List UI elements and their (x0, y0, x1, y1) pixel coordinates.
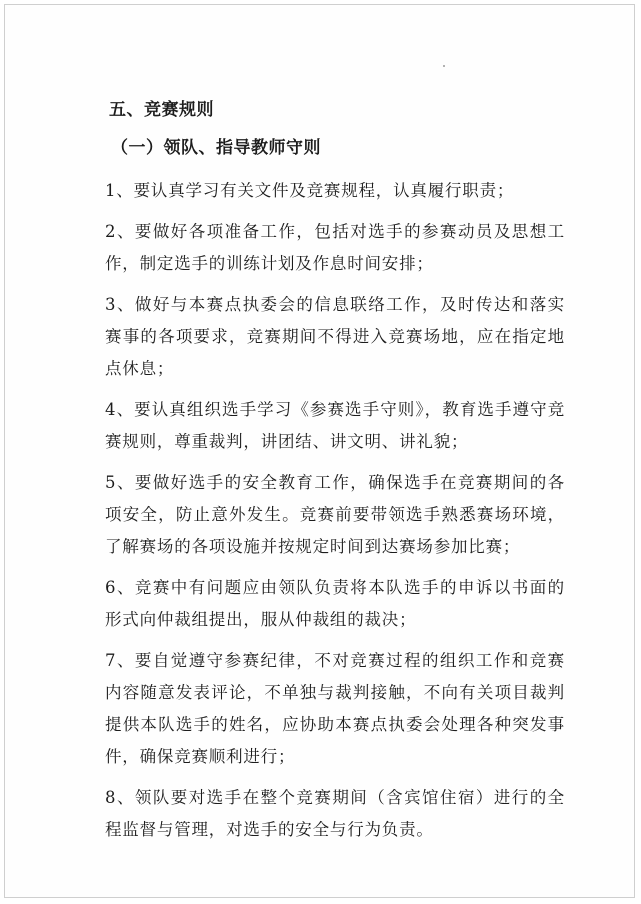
rule-paragraph-3: 3、做好与本赛点执委会的信息联络工作，及时传达和落实赛事的各项要求，竞赛期间不得进入竞赛场地，应在指定地点休息； (105, 295, 565, 378)
section-title: 五、竞赛规则 (109, 100, 214, 120)
rule-paragraph-6: 6、竞赛中有问题应由领队负责将本队选手的申诉以书面的形式向仲裁组提出，服从仲裁组的裁决； (105, 578, 565, 629)
rule-paragraph-1: 1、要认真学习有关文件及竞赛规程，认真履行职责； (105, 181, 515, 200)
document-page (4, 4, 635, 898)
document-body (105, 97, 565, 855)
scan-speck (443, 65, 445, 67)
rule-paragraph-2: 2、要做好各项准备工作，包括对选手的参赛动员及思想工作，制定选手的训练计划及作息时间安排； (105, 222, 565, 273)
rule-paragraph-4: 4、要认真组织选手学习《参赛选手守则》，教育选手遵守竞赛规则，尊重裁判，讲团结、讲文明、讲礼貌； (105, 400, 565, 451)
subsection-title: （一）领队、指导教师守则 (111, 138, 321, 158)
rule-paragraph-5: 5、要做好选手的安全教育工作，确保选手在竞赛期间的各项安全，防止意外发生。竞赛前要带领选手熟悉赛场环境，了解赛场的各项设施并按规定时间到达赛场参加比赛； (105, 473, 565, 556)
rule-paragraph-8: 8、领队要对选手在整个竞赛期间（含宾馆住宿）进行的全程监督与管理，对选手的安全与行为负责。 (105, 788, 565, 839)
rule-paragraph-7: 7、要自觉遵守参赛纪律，不对竞赛过程的组织工作和竞赛内容随意发表评论，不单独与裁判接触，不向有关项目裁判提供本队选手的姓名，应协助本赛点执委会处理各种突发事件，确保竞赛顺利进行； (105, 651, 565, 766)
